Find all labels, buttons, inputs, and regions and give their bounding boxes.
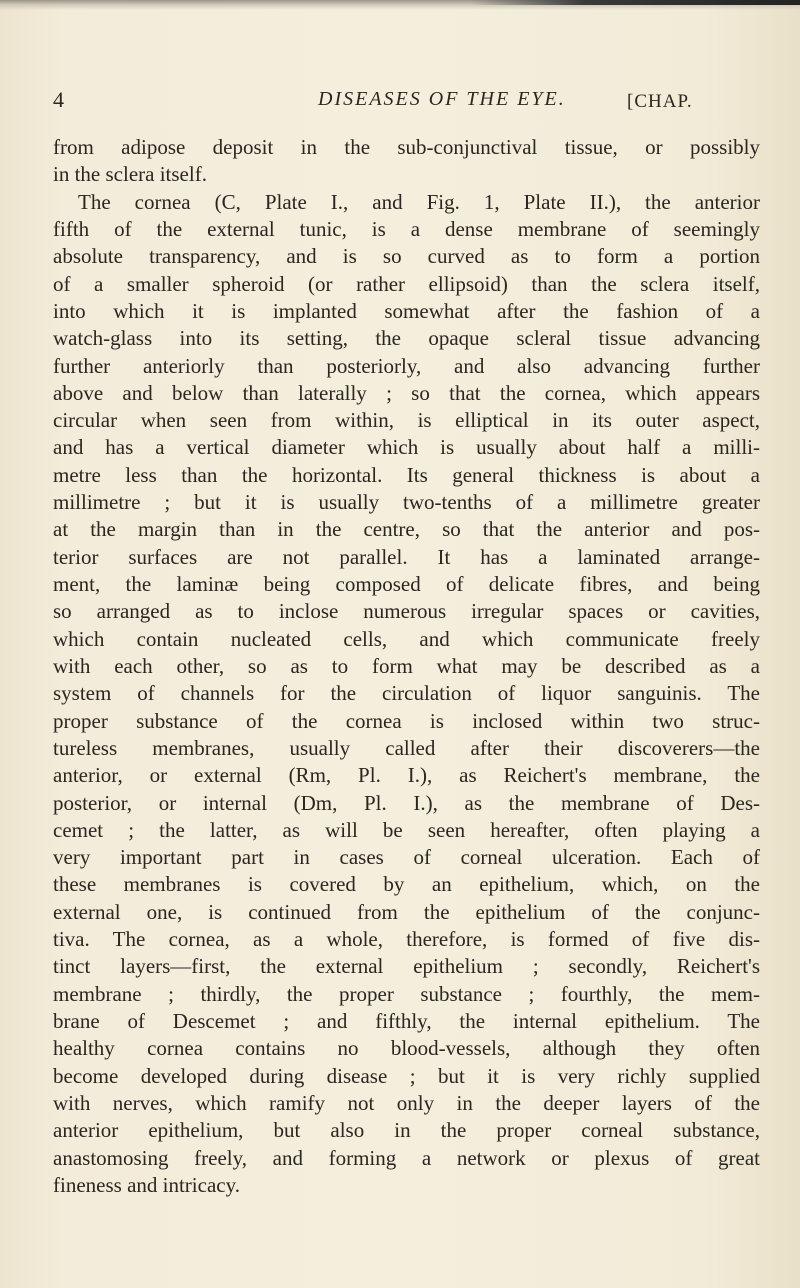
text-line: absolute transparency, and is so curved as to form a portion [53, 244, 760, 269]
text-line: from adipose deposit in the sub-conjunctival tissue, or possibly [53, 135, 760, 159]
body-text [53, 134, 760, 1199]
text-line: very important part in cases of corneal ulceration. Each of [53, 845, 760, 870]
text-line: watch-glass into its setting, the opaque scleral tissue advancing [53, 326, 760, 351]
text-line: these membranes is covered by an epithelium, which, on the [53, 872, 760, 897]
text-line: external one, is continued from the epithelium of the conjunc- [53, 899, 760, 924]
running-head: DISEASES OF THE EYE. [318, 88, 566, 110]
text-line: membrane ; thirdly, the proper substance ; fourthly, the mem- [53, 981, 760, 1006]
text-line: ment, the laminæ being composed of delicate fibres, and being [53, 572, 760, 596]
text-line: and has a vertical diameter which is usually about half a milli- [53, 435, 760, 460]
text-line: further anteriorly than posteriorly, and also advancing further [53, 353, 760, 378]
text-line: of a smaller spheroid (or rather ellipsoid) than the sclera itself, [53, 271, 760, 296]
text-line: in the sclera itself. [53, 162, 207, 187]
text-line: millimetre ; but it is usually two-tenths of a millimetre greater [53, 490, 760, 515]
text-line: anastomosing freely, and forming a network or plexus of great [53, 1145, 760, 1170]
text-line: anterior epithelium, but also in the proper corneal substance, [53, 1118, 760, 1143]
paragraph-2 [53, 189, 760, 1200]
text-line: metre less than the horizontal. Its general thickness is about a [53, 462, 760, 487]
paragraph-1 [53, 134, 760, 189]
text-line: fifth of the external tunic, is a dense membrane of seemingly [53, 216, 760, 241]
text-line: cemet ; the latter, as will be seen hereafter, often playing a [53, 817, 760, 842]
text-line: brane of Descemet ; and fifthly, the internal epithelium. The [53, 1009, 760, 1033]
text-line: fineness and intricacy. [53, 1172, 240, 1197]
text-line: which contain nucleated cells, and which communicate freely [53, 626, 760, 651]
text-line: system of channels for the circulation of liquor sanguinis. The [53, 681, 760, 706]
text-line: become developed during disease ; but it is very richly supplied [53, 1063, 760, 1088]
page-header [0, 87, 800, 119]
text-line: with each other, so as to form what may be described as a [53, 653, 760, 678]
text-line: into which it is implanted somewhat after the fashion of a [53, 298, 760, 323]
text-line: anterior, or external (Rm, Pl. I.), as Reichert's membrane, the [53, 763, 760, 788]
text-line: tureless membranes, usually called after their discoverers—the [53, 735, 760, 760]
text-line: tinct layers—first, the external epithelium ; secondly, Reichert's [53, 954, 760, 979]
page-top-shadow [470, 0, 800, 5]
text-line: tiva. The cornea, as a whole, therefore, is formed of five dis- [53, 927, 760, 952]
text-line: so arranged as to inclose numerous irregular spaces or cavities, [53, 599, 760, 624]
page-number: 4 [53, 87, 64, 112]
chapter-label: [CHAP. [627, 91, 693, 112]
text-line: terior surfaces are not parallel. It has a laminated arrange- [53, 544, 760, 569]
text-line: healthy cornea contains no blood-vessels, although they often [53, 1036, 760, 1061]
text-line: above and below than laterally ; so that the cornea, which appears [53, 380, 760, 405]
text-line: proper substance of the cornea is inclosed within two struc- [53, 708, 760, 733]
text-line: posterior, or internal (Dm, Pl. I.), as the membrane of Des- [53, 790, 760, 815]
text-line: at the margin than in the centre, so that the anterior and pos- [53, 517, 760, 542]
text-line: with nerves, which ramify not only in the deeper layers of the [53, 1090, 760, 1115]
text-line: circular when seen from within, is elliptical in its outer aspect, [53, 408, 760, 433]
text-line: The cornea (C, Plate I., and Fig. 1, Plate II.), the anterior [78, 189, 760, 214]
